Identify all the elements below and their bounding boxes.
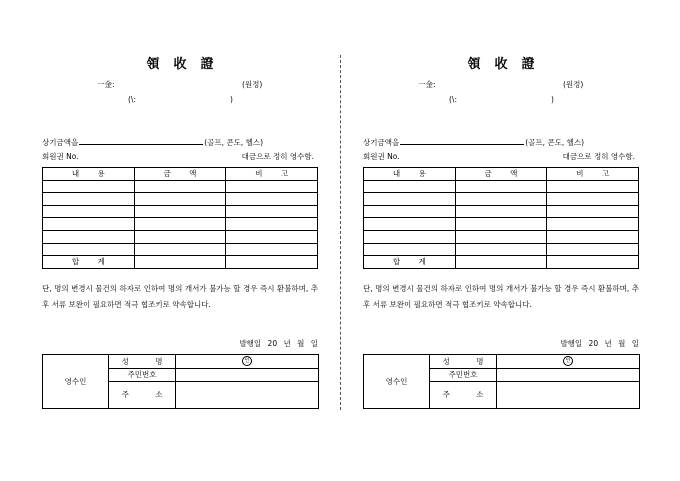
header-amount: 금 액 — [134, 168, 226, 181]
statement-suffix: (골프, 콘도, 헬스) — [525, 138, 585, 147]
address-field[interactable] — [497, 382, 640, 409]
resident-number-label: 주민번호 — [430, 368, 497, 382]
seal-icon: 인 — [563, 356, 573, 366]
table-cell[interactable] — [547, 243, 639, 256]
resident-number-field[interactable] — [497, 368, 640, 382]
table-cell[interactable] — [455, 193, 547, 206]
table-cell[interactable] — [226, 205, 318, 218]
table-cell[interactable] — [547, 180, 639, 193]
total-label: 합 계 — [364, 256, 456, 269]
table-row — [43, 193, 318, 206]
table-row — [364, 205, 639, 218]
table-cell[interactable] — [43, 205, 135, 218]
total-row — [43, 256, 318, 269]
receiver-table — [42, 354, 319, 409]
table-row — [43, 180, 318, 193]
amount-statement — [42, 138, 318, 147]
table-cell[interactable] — [134, 243, 226, 256]
table-cell[interactable] — [455, 230, 547, 243]
receiver-label: 영수인 — [43, 355, 109, 409]
table-row — [43, 243, 318, 256]
table-row — [364, 230, 639, 243]
resident-number-field[interactable] — [176, 368, 319, 382]
table-cell[interactable] — [547, 205, 639, 218]
table-cell[interactable] — [226, 193, 318, 206]
receipt-title: 領收證 — [146, 57, 228, 72]
name-label: 성 명 — [430, 355, 497, 369]
header-content: 내 용 — [43, 168, 135, 181]
table-cell[interactable] — [364, 230, 456, 243]
amount-numeric-close: ) — [551, 95, 554, 104]
receiver-table — [363, 354, 640, 409]
amount-prefix: 一金: — [418, 80, 436, 89]
seal-icon: 인 — [242, 356, 252, 366]
table-cell[interactable] — [134, 230, 226, 243]
table-cell[interactable] — [43, 218, 135, 231]
items-table — [42, 167, 318, 269]
total-label: 합 계 — [43, 256, 135, 269]
items-header-row — [364, 168, 639, 181]
table-cell[interactable] — [134, 205, 226, 218]
receiver-label: 영수인 — [364, 355, 430, 409]
name-label: 성 명 — [109, 355, 176, 369]
total-remarks-cell[interactable] — [547, 256, 639, 269]
table-cell[interactable] — [226, 230, 318, 243]
table-cell[interactable] — [43, 230, 135, 243]
membership-no-label: 회원권 No. — [363, 152, 400, 161]
table-row — [364, 218, 639, 231]
receiver-name-row — [364, 355, 640, 369]
table-cell[interactable] — [364, 218, 456, 231]
total-remarks-cell[interactable] — [226, 256, 318, 269]
items-header-row — [43, 168, 318, 181]
statement-suffix: (골프, 콘도, 헬스) — [204, 138, 264, 147]
statement-prefix: 상기금액을 — [363, 138, 400, 147]
table-cell[interactable] — [455, 243, 547, 256]
address-field[interactable] — [176, 382, 319, 409]
table-cell[interactable] — [134, 180, 226, 193]
total-amount-cell[interactable] — [134, 256, 226, 269]
header-amount: 금 액 — [455, 168, 547, 181]
table-row — [43, 218, 318, 231]
table-cell[interactable] — [364, 243, 456, 256]
amount-unit: (원정) — [563, 80, 584, 89]
name-field[interactable] — [176, 355, 319, 369]
amount-blank-line[interactable] — [79, 138, 203, 145]
table-cell[interactable] — [547, 193, 639, 206]
table-cell[interactable] — [226, 218, 318, 231]
table-cell[interactable] — [226, 180, 318, 193]
total-amount-cell[interactable] — [455, 256, 547, 269]
amount-unit: (원정) — [242, 80, 263, 89]
table-cell[interactable] — [43, 243, 135, 256]
table-cell[interactable] — [134, 218, 226, 231]
table-cell[interactable] — [43, 180, 135, 193]
table-cell[interactable] — [134, 193, 226, 206]
name-field[interactable] — [497, 355, 640, 369]
amount-blank-line[interactable] — [400, 138, 524, 145]
header-content: 내 용 — [364, 168, 456, 181]
address-label: 주 소 — [109, 382, 176, 409]
table-cell[interactable] — [364, 193, 456, 206]
table-cell[interactable] — [455, 205, 547, 218]
total-row — [364, 256, 639, 269]
received-statement: 대금으로 정히 영수함. — [562, 152, 635, 161]
table-row — [43, 205, 318, 218]
table-row — [364, 180, 639, 193]
table-cell[interactable] — [455, 180, 547, 193]
table-cell[interactable] — [226, 243, 318, 256]
refund-notice: 단, 명의 변경시 물건의 하자로 인하여 명의 개서가 불가능 할 경우 즉시 환불하며, 추후 서류 보완이 필요하면 적극 협조키로 약속합니다. — [42, 284, 318, 309]
receipt-form-left — [42, 0, 318, 481]
receipt-title: 領收證 — [467, 57, 549, 72]
address-label: 주 소 — [430, 382, 497, 409]
amount-numeric-open: (\: — [449, 95, 457, 104]
table-cell[interactable] — [455, 218, 547, 231]
table-cell[interactable] — [43, 193, 135, 206]
amount-numeric-close: ) — [230, 95, 233, 104]
table-row — [364, 193, 639, 206]
amount-statement — [363, 138, 639, 147]
cut-line-divider — [340, 55, 341, 410]
table-cell[interactable] — [547, 230, 639, 243]
refund-notice: 단, 명의 변경시 물건의 하자로 인하여 명의 개서가 불가능 할 경우 즉시 환불하며, 추후 서류 보완이 필요하면 적극 협조키로 약속합니다. — [363, 284, 639, 309]
table-row — [364, 243, 639, 256]
table-cell[interactable] — [547, 218, 639, 231]
items-table — [363, 167, 639, 269]
issue-date: 발행일 20 년 월 일 — [239, 339, 318, 348]
table-cell[interactable] — [364, 205, 456, 218]
header-remarks: 비 고 — [226, 168, 318, 181]
amount-prefix: 一金: — [97, 80, 115, 89]
table-cell[interactable] — [364, 180, 456, 193]
table-row — [43, 230, 318, 243]
received-statement: 대금으로 정히 영수함. — [241, 152, 314, 161]
issue-date: 발행일 20 년 월 일 — [560, 339, 639, 348]
receipt-form-right — [363, 0, 639, 481]
membership-no-label: 회원권 No. — [42, 152, 79, 161]
header-remarks: 비 고 — [547, 168, 639, 181]
resident-number-label: 주민번호 — [109, 368, 176, 382]
receiver-name-row — [43, 355, 319, 369]
amount-numeric-open: (\: — [128, 95, 136, 104]
statement-prefix: 상기금액을 — [42, 138, 79, 147]
